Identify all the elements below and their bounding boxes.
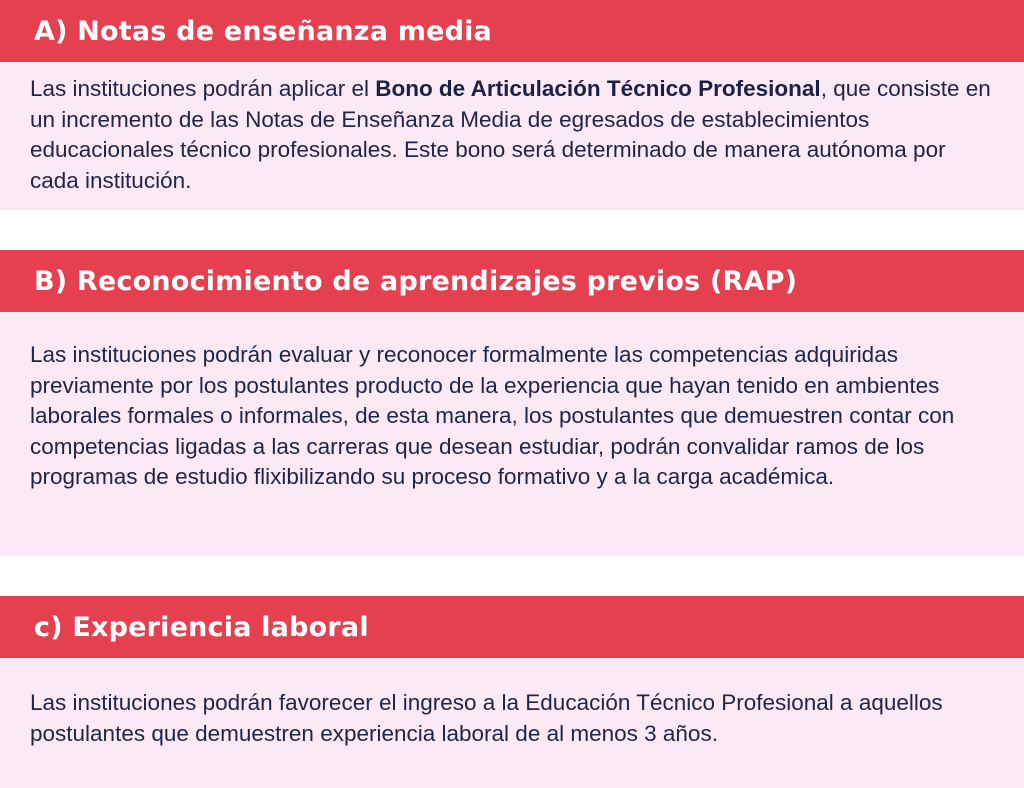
section-header: [0, 0, 1024, 62]
paragraph-text: Las instituciones podrán aplicar el: [30, 76, 376, 101]
bono-articulacion-highlight: Bono de Articulación Técnico Profesional: [375, 76, 821, 101]
section-experiencia-laboral: [0, 596, 1024, 788]
section-paragraph: Las instituciones podrán favorecer el ingreso a la Educación Técnico Profesional a aquellos postulantes que demuestren experiencia laboral de al menos 3 años.: [30, 690, 943, 746]
section-title: c) Experiencia laboral: [34, 611, 369, 643]
section-body: [0, 312, 1024, 556]
section-title: A) Notas de enseñanza media: [34, 15, 492, 47]
section-paragraph: Las instituciones podrán evaluar y reconocer formalmente las competencias adquiridas previamente por los postulantes producto de la experiencia que hayan tenido en ambientes laborales formales o informales, de esta manera, los postulantes que demuestren contar con competencias ligadas a las carreras que desean estudiar, podrán convalidar ramos de los programas de estudio flixibilizando su proceso formativo y a la carga académica.: [30, 342, 955, 489]
section-reconocimiento-aprendizajes: [0, 250, 1024, 556]
section-title: B) Reconocimiento de aprendizajes previos (RAP): [34, 265, 798, 297]
section-body: [0, 658, 1024, 788]
paragraph-text: , que consiste en un incremento de las Notas de Enseñanza Media de egresados de establecimientos educacionales técnico profesionales. Este bono será determinado de manera autónoma por cada institución.: [30, 76, 991, 193]
section-notas-ensenanza-media: [0, 0, 1024, 210]
section-header: [0, 250, 1024, 312]
section-body: [0, 62, 1024, 210]
section-header: [0, 596, 1024, 658]
section-paragraph: [30, 74, 1000, 196]
